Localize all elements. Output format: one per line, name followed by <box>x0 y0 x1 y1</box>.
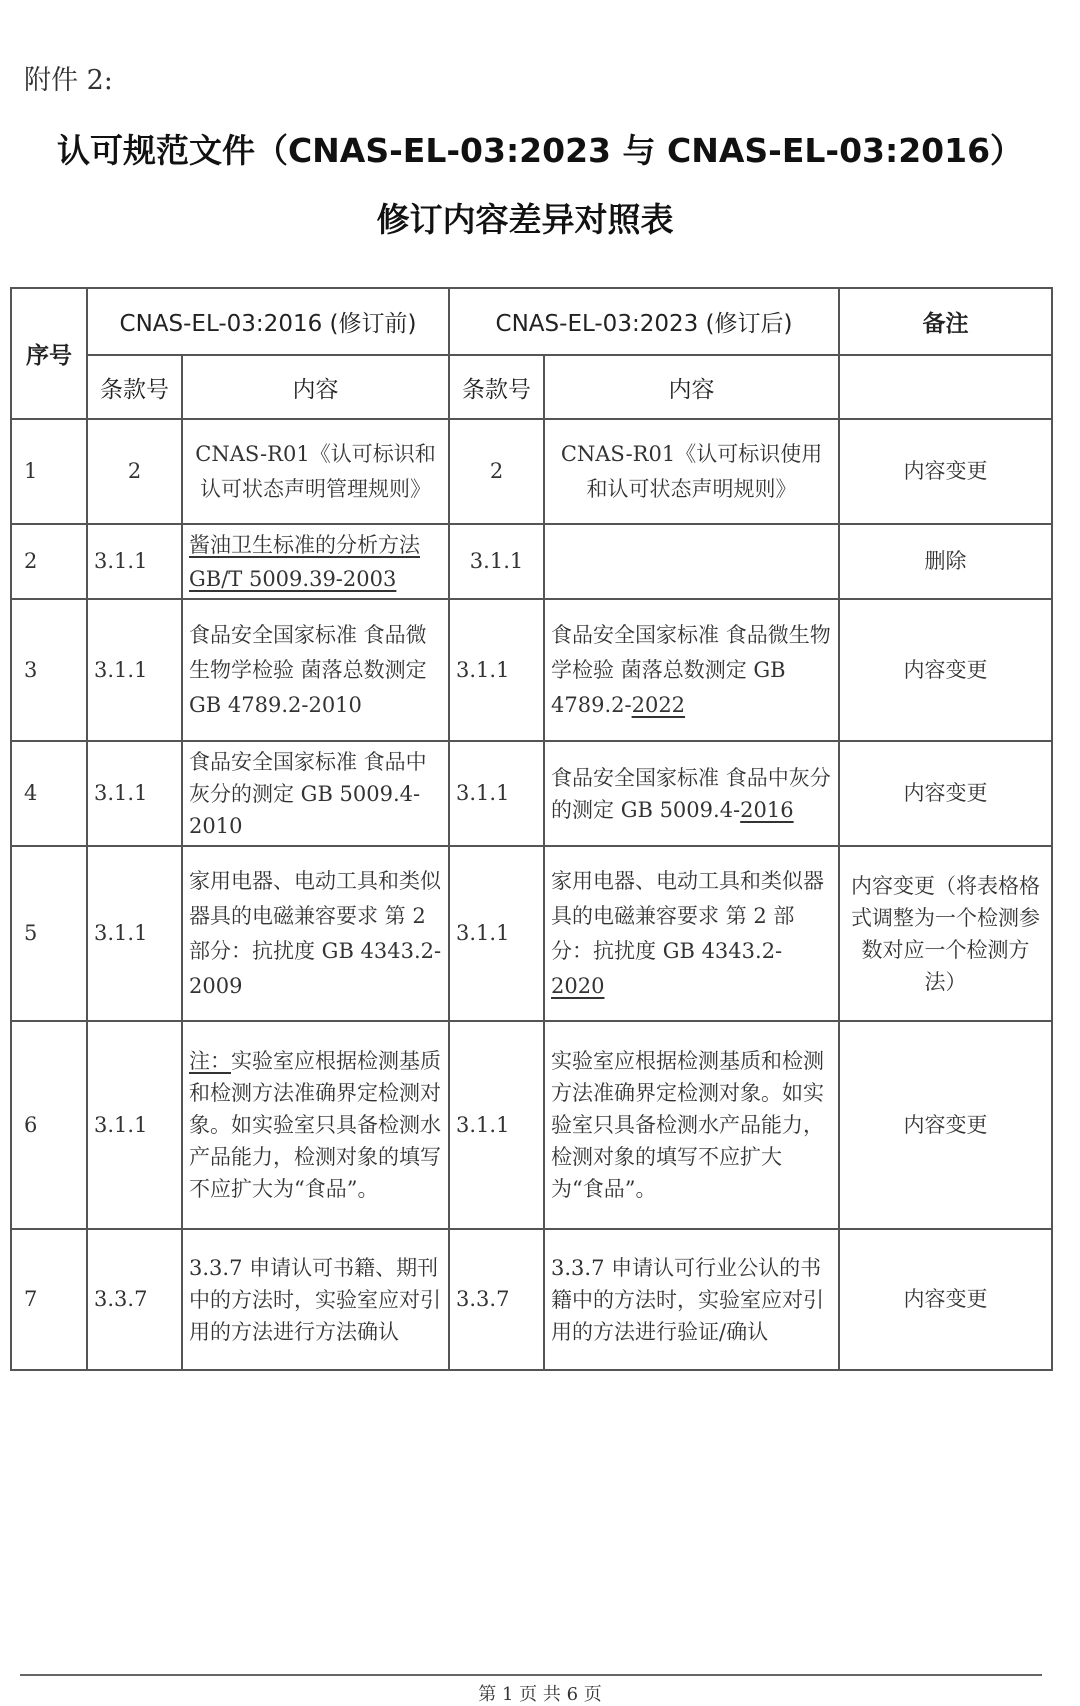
header-before: CNAS-EL-03:2016 (修订前) <box>87 288 449 355</box>
cell-before-content <box>182 1021 449 1229</box>
header-remark-empty <box>839 355 1052 419</box>
cell-remark: 内容变更 <box>839 1229 1052 1370</box>
cell-seq: 1 <box>11 419 87 524</box>
table-row <box>11 419 1052 524</box>
cell-remark: 内容变更 <box>839 741 1052 846</box>
deleted-note-prefix: 注： <box>189 1049 231 1073</box>
page-indicator: 第 1 页 共 6 页 <box>478 1684 602 1705</box>
table-row <box>11 1229 1052 1370</box>
footer-divider <box>20 1674 1042 1676</box>
cell-before-clause: 3.1.1 <box>87 599 182 741</box>
cell-remark: 内容变更（将表格格式调整为一个检测参数对应一个检测方法） <box>839 846 1052 1021</box>
changed-year: 2016 <box>740 797 794 822</box>
changed-year: 2022 <box>631 692 686 717</box>
cell-after-clause: 3.1.1 <box>449 741 544 846</box>
cell-before-content-deleted: 酱油卫生标准的分析方法 GB/T 5009.39-2003 <box>182 524 449 599</box>
header-before-clause: 条款号 <box>87 355 182 419</box>
document-subtitle: 修订内容差异对照表 <box>376 200 674 239</box>
changed-year: 2020 <box>551 973 605 998</box>
header-after-clause: 条款号 <box>449 355 544 419</box>
cell-before-content: CNAS-R01《认可标识和认可状态声明管理规则》 <box>182 419 449 524</box>
cell-after-clause: 2 <box>449 419 544 524</box>
cell-after-content <box>544 599 839 741</box>
cell-seq: 2 <box>11 524 87 599</box>
cell-remark: 内容变更 <box>839 599 1052 741</box>
header-remark: 备注 <box>839 288 1052 355</box>
header-after-content: 内容 <box>544 355 839 419</box>
cell-remark: 内容变更 <box>839 419 1052 524</box>
cell-seq: 6 <box>11 1021 87 1229</box>
cell-after-content: 3.3.7 申请认可行业公认的书籍中的方法时，实验室应对引用的方法进行验证/确认 <box>544 1229 839 1370</box>
document-title: 认可规范文件（CNAS-EL-03:2023 与 CNAS-EL-03:2016） <box>56 131 1024 170</box>
header-seq: 序号 <box>11 288 87 419</box>
attachment-label: 附件 2: <box>24 65 113 96</box>
cell-before-clause: 2 <box>87 419 182 524</box>
cell-after-clause: 3.3.7 <box>449 1229 544 1370</box>
cell-before-clause: 3.1.1 <box>87 524 182 599</box>
table-row <box>11 524 1052 599</box>
cell-after-content: 实验室应根据检测基质和检测方法准确界定检测对象。如实验室只具备检测水产品能力，检测对象的填写不应扩大为“食品”。 <box>544 1021 839 1229</box>
cell-after-content-empty <box>544 524 839 599</box>
cell-before-content: 食品安全国家标准 食品微生物学检验 菌落总数测定 GB 4789.2-2010 <box>182 599 449 741</box>
header-row-1 <box>11 288 1052 355</box>
table-row <box>11 599 1052 741</box>
after-content-text: 食品安全国家标准 食品微生物学检验 菌落总数测定 GB 4789.2- <box>551 622 831 717</box>
cell-before-clause: 3.1.1 <box>87 1021 182 1229</box>
cell-remark: 内容变更 <box>839 1021 1052 1229</box>
cell-seq: 3 <box>11 599 87 741</box>
table-row <box>11 846 1052 1021</box>
cell-after-clause: 3.1.1 <box>449 846 544 1021</box>
cell-before-content: 家用电器、电动工具和类似器具的电磁兼容要求 第 2 部分：抗扰度 GB 4343.2-2009 <box>182 846 449 1021</box>
header-before-content: 内容 <box>182 355 449 419</box>
cell-remark: 删除 <box>839 524 1052 599</box>
cell-before-clause: 3.1.1 <box>87 846 182 1021</box>
table-row <box>11 1021 1052 1229</box>
cell-seq: 7 <box>11 1229 87 1370</box>
cell-seq: 5 <box>11 846 87 1021</box>
after-content-text: 食品安全国家标准 食品中灰分的测定 GB 5009.4- <box>551 765 831 822</box>
cell-before-content: 食品安全国家标准 食品中灰分的测定 GB 5009.4-2010 <box>182 741 449 846</box>
before-content-text: 实验室应根据检测基质和检测方法准确界定检测对象。如实验室只具备检测水产品能力，检测对象的填写不应扩大为“食品”。 <box>189 1049 441 1201</box>
cell-after-clause: 3.1.1 <box>449 1021 544 1229</box>
cell-before-content: 3.3.7 申请认可书籍、期刊中的方法时，实验室应对引用的方法进行方法确认 <box>182 1229 449 1370</box>
header-after: CNAS-EL-03:2023 (修订后) <box>449 288 839 355</box>
header-row-2 <box>11 355 1052 419</box>
revision-comparison-table <box>10 287 1053 1371</box>
cell-after-content <box>544 741 839 846</box>
cell-after-content: CNAS-R01《认可标识使用和认可状态声明规则》 <box>544 419 839 524</box>
cell-before-clause: 3.1.1 <box>87 741 182 846</box>
cell-after-clause: 3.1.1 <box>449 599 544 741</box>
cell-after-content <box>544 846 839 1021</box>
cell-before-clause: 3.3.7 <box>87 1229 182 1370</box>
table-row <box>11 741 1052 846</box>
after-content-text: 家用电器、电动工具和类似器具的电磁兼容要求 第 2 部分：抗扰度 GB 4343.2- <box>551 868 825 963</box>
cell-after-clause: 3.1.1 <box>449 524 544 599</box>
cell-seq: 4 <box>11 741 87 846</box>
